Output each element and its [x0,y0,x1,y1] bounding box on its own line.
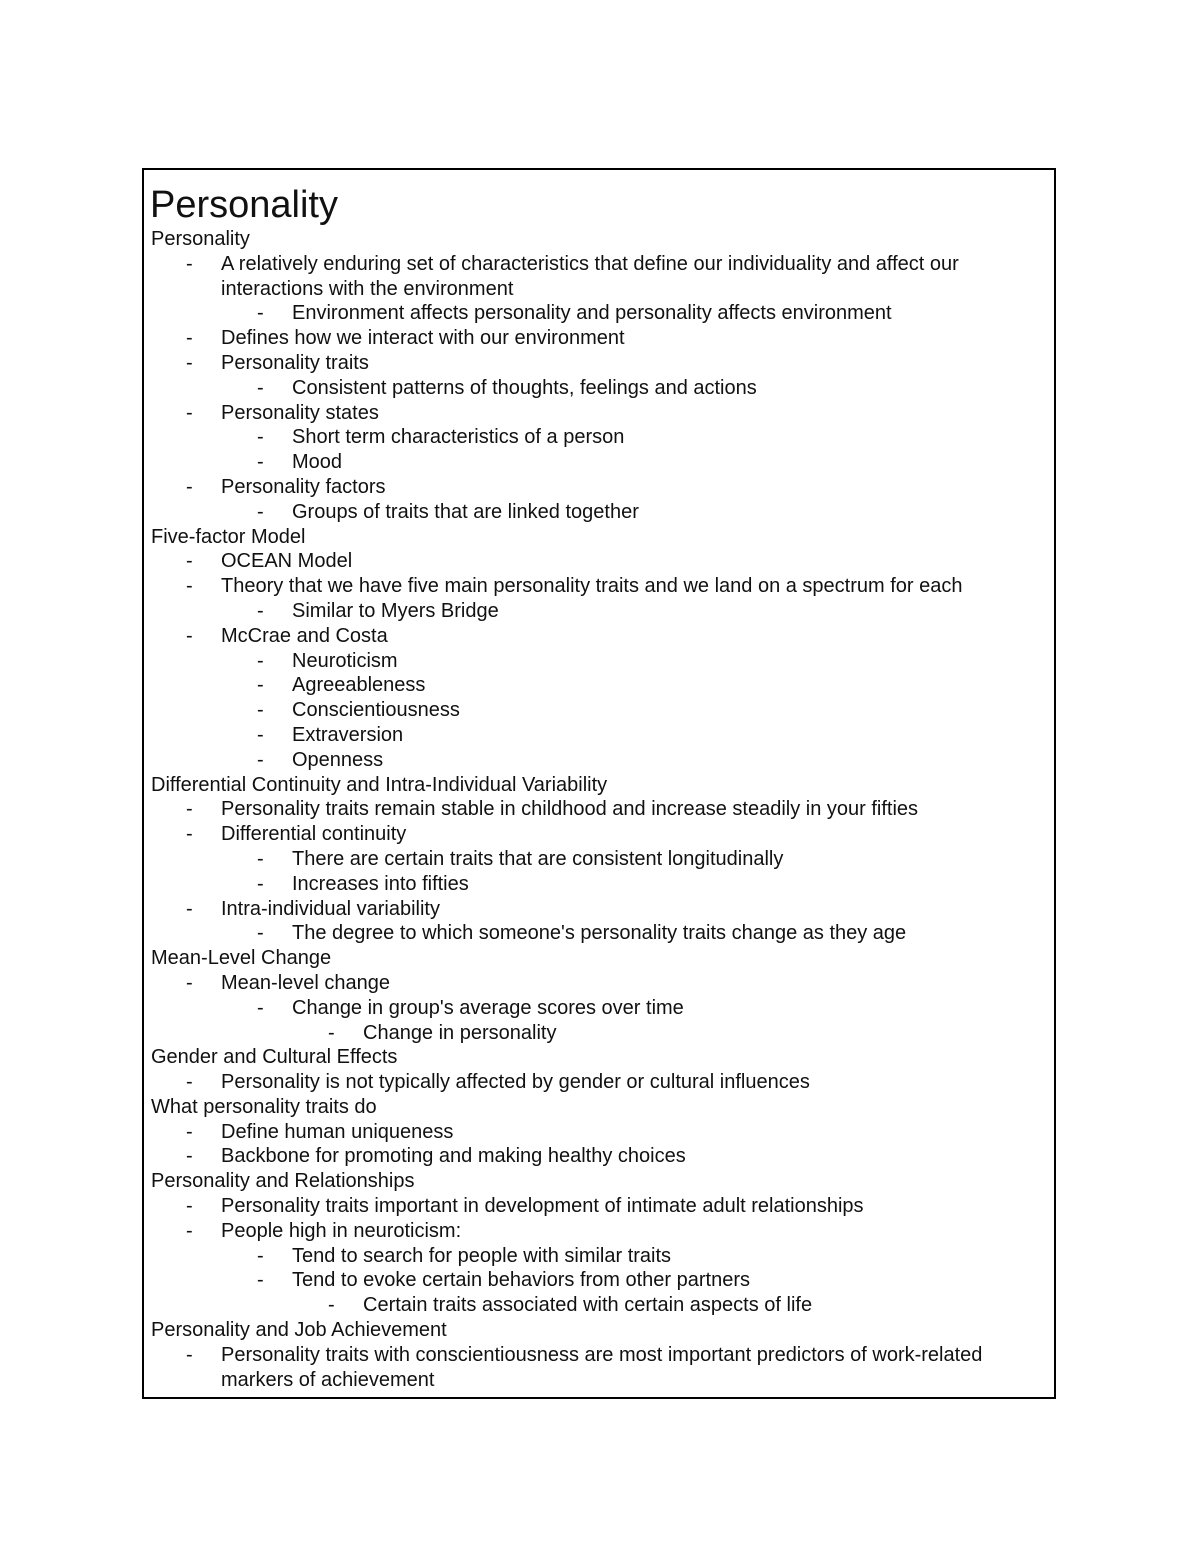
bullet-item-level-2 [151,500,1051,525]
line-text: Tend to evoke certain behaviors from other partners [292,1269,751,1292]
line-text: Extraversion [292,723,404,746]
bullet-item-level-2 [151,301,1051,326]
line-text: What personality traits do [151,1095,377,1118]
page-title: Personality [150,184,338,226]
bullet-item-level-2 [151,425,1051,450]
line-text: Mean-Level Change [151,947,332,970]
section-heading [151,227,1051,252]
line-text: Theory that we have five main personality traits and we land on a spectrum for each [221,575,963,598]
dash-bullet-icon: - [257,699,264,722]
dash-bullet-icon: - [257,723,264,746]
line-text: Personality traits [221,351,369,374]
dash-bullet-icon: - [186,624,193,647]
line-text: There are certain traits that are consistent longitudinally [292,847,784,870]
dash-bullet-icon: - [257,500,264,523]
dash-bullet-icon: - [186,575,193,598]
dash-bullet-icon: - [186,897,193,920]
section-heading [151,946,1051,971]
line-text: Gender and Cultural Effects [151,1046,398,1069]
bullet-item-level-2 [151,1244,1051,1269]
line-text: People high in neuroticism: [221,1219,462,1242]
section-heading [151,525,1051,550]
bullet-item-level-1 [151,624,1051,649]
line-text: Short term characteristics of a person [292,426,625,449]
bullet-item-level-1 [151,971,1051,996]
dash-bullet-icon: - [328,1021,335,1044]
dash-bullet-icon: - [186,550,193,573]
bullet-item-level-1 [151,252,1051,277]
bullet-item-level-1 [151,822,1051,847]
dash-bullet-icon: - [186,351,193,374]
bullet-item-level-2 [151,872,1051,897]
notes-outline [151,227,1051,1392]
dash-bullet-icon: - [186,1120,193,1143]
line-text: markers of achievement [221,1368,435,1391]
bullet-item-level-1 [151,1219,1051,1244]
dash-bullet-icon: - [257,1269,264,1292]
dash-bullet-icon: - [257,302,264,325]
bullet-item-level-2 [151,1268,1051,1293]
dash-bullet-icon: - [257,376,264,399]
dash-bullet-icon: - [257,748,264,771]
bullet-item-level-2 [151,599,1051,624]
bullet-item-level-1 [151,549,1051,574]
section-heading [151,1095,1051,1120]
bullet-item-level-2 [151,450,1051,475]
line-text: Conscientiousness [292,699,460,722]
dash-bullet-icon: - [257,426,264,449]
line-text: Neuroticism [292,649,398,672]
bullet-item-level-1 [151,1120,1051,1145]
dash-bullet-icon: - [257,872,264,895]
line-text: Agreeableness [292,674,426,697]
line-text: Consistent patterns of thoughts, feelings and actions [292,376,757,399]
line-text: Defines how we interact with our environment [221,327,625,350]
line-text: Similar to Myers Bridge [292,599,499,622]
line-text: Increases into fifties [292,872,469,895]
bullet-item-level-2 [151,748,1051,773]
line-text: Certain traits associated with certain aspects of life [363,1294,813,1317]
dash-bullet-icon: - [257,649,264,672]
line-text: Personality traits remain stable in childhood and increase steadily in your fifties [221,798,919,821]
bullet-continuation [151,277,1051,302]
dash-bullet-icon: - [257,1244,264,1267]
dash-bullet-icon: - [186,475,193,498]
line-text: Personality and Job Achievement [151,1319,447,1342]
line-text: Five-factor Model [151,525,306,548]
line-text: The degree to which someone's personality traits change as they age [292,922,907,945]
dash-bullet-icon: - [186,1219,193,1242]
bullet-item-level-2 [151,649,1051,674]
line-text: Define human uniqueness [221,1120,454,1143]
bullet-item-level-1 [151,1144,1051,1169]
bullet-item-level-2 [151,723,1051,748]
bullet-item-level-1 [151,1343,1051,1368]
bullet-item-level-1 [151,1070,1051,1095]
line-text: Personality factors [221,475,386,498]
line-text: Mood [292,451,343,474]
bullet-item-level-1 [151,401,1051,426]
section-heading [151,1318,1051,1343]
dash-bullet-icon: - [257,996,264,1019]
line-text: Intra-individual variability [221,897,440,920]
section-heading [151,1169,1051,1194]
dash-bullet-icon: - [328,1294,335,1317]
bullet-item-level-3 [151,1021,1051,1046]
bullet-item-level-1 [151,897,1051,922]
bullet-item-level-1 [151,574,1051,599]
bullet-item-level-1 [151,797,1051,822]
dash-bullet-icon: - [186,823,193,846]
bullet-item-level-1 [151,351,1051,376]
dash-bullet-icon: - [186,798,193,821]
line-text: Personality states [221,401,379,424]
line-text: OCEAN Model [221,550,353,573]
dash-bullet-icon: - [186,1145,193,1168]
dash-bullet-icon: - [257,451,264,474]
line-text: Backbone for promoting and making healthy choices [221,1145,686,1168]
dash-bullet-icon: - [186,401,193,424]
bullet-item-level-1 [151,475,1051,500]
bullet-item-level-2 [151,698,1051,723]
section-heading [151,1045,1051,1070]
dash-bullet-icon: - [186,1195,193,1218]
dash-bullet-icon: - [186,327,193,350]
bullet-item-level-3 [151,1293,1051,1318]
dash-bullet-icon: - [257,922,264,945]
line-text: Mean-level change [221,971,390,994]
line-text: A relatively enduring set of characteristics that define our individuality and affect our [221,252,959,275]
bullet-item-level-1 [151,1194,1051,1219]
bullet-item-level-2 [151,376,1051,401]
bullet-item-level-2 [151,847,1051,872]
line-text: Personality is not typically affected by gender or cultural influences [221,1071,810,1094]
bullet-item-level-2 [151,996,1051,1021]
bullet-continuation [151,1368,1051,1393]
line-text: Personality traits with conscientiousness are most important predictors of work-related [221,1343,983,1366]
dash-bullet-icon: - [186,971,193,994]
line-text: Openness [292,748,384,771]
line-text: Environment affects personality and personality affects environment [292,302,892,325]
dash-bullet-icon: - [257,847,264,870]
dash-bullet-icon: - [186,252,193,275]
line-text: Personality traits important in development of intimate adult relationships [221,1195,864,1218]
bullet-item-level-2 [151,921,1051,946]
line-text: McCrae and Costa [221,624,388,647]
line-text: Change in group's average scores over time [292,996,684,1019]
dash-bullet-icon: - [257,599,264,622]
bullet-item-level-1 [151,326,1051,351]
line-text: Differential continuity [221,823,407,846]
line-text: interactions with the environment [221,277,514,300]
line-text: Change in personality [363,1021,557,1044]
line-text: Tend to search for people with similar traits [292,1244,672,1267]
dash-bullet-icon: - [257,674,264,697]
line-text: Differential Continuity and Intra-Individual Variability [151,773,608,796]
line-text: Personality and Relationships [151,1170,415,1193]
line-text: Groups of traits that are linked together [292,500,639,523]
section-heading [151,773,1051,798]
dash-bullet-icon: - [186,1071,193,1094]
bullet-item-level-2 [151,673,1051,698]
line-text: Personality [151,228,250,250]
dash-bullet-icon: - [186,1343,193,1366]
